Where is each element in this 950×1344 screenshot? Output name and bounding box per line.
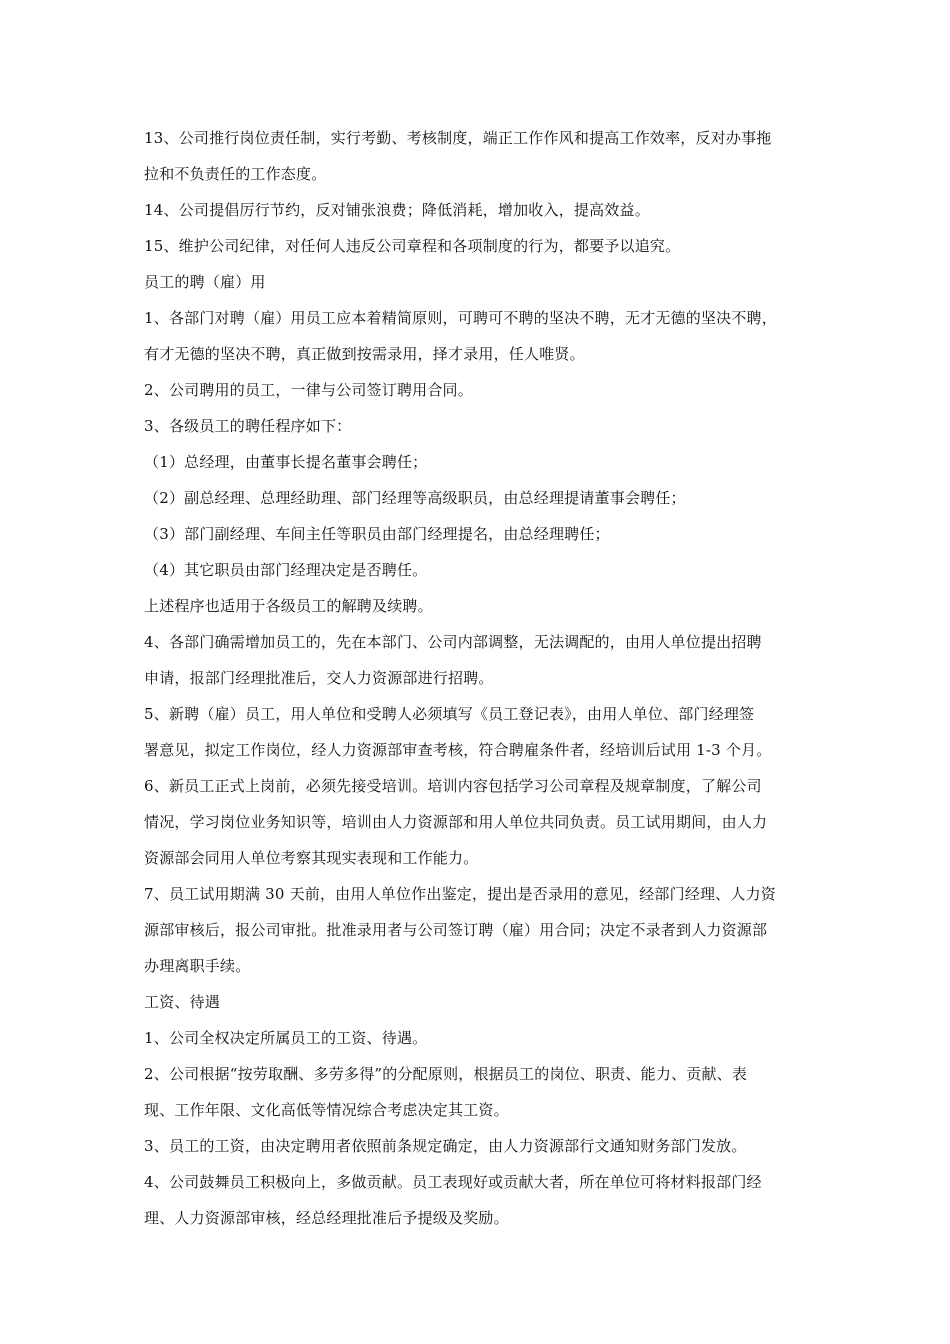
text-line: 6、新员工正式上岗前，必须先接受培训。培训内容包括学习公司章程及规章制度，了解公司: [144, 777, 762, 795]
text-line: 源部审核后，报公司审批。批准录用者与公司签订聘（雇）用合同；决定不录者到人力资源部: [144, 921, 768, 939]
text-line: 4、公司鼓舞员工积极向上，多做贡献。员工表现好或贡献大者，所在单位可将材料报部门经: [144, 1173, 762, 1191]
text-line: 申请，报部门经理批准后，交人力资源部进行招聘。: [144, 669, 494, 687]
text-line: 4、各部门确需增加员工的，先在本部门、公司内部调整，无法调配的，由用人单位提出招聘: [144, 633, 762, 651]
text-line: 署意见，拟定工作岗位，经人力资源部审查考核，符合聘雇条件者，经培训后试用 1-3 个月。: [144, 741, 772, 759]
text-line: 1、公司全权决定所属员工的工资、待遇。: [144, 1029, 428, 1047]
text-line: 资源部会同用人单位考察其现实表现和工作能力。: [144, 849, 479, 867]
text-line: 情况，学习岗位业务知识等，培训由人力资源部和用人单位共同负责。员工试用期间，由人力: [144, 813, 768, 831]
text-line: （3）部门副经理、车间主任等职员由部门经理提名，由总经理聘任；: [144, 525, 610, 543]
text-line: 13、公司推行岗位责任制，实行考勤、考核制度，端正工作作风和提高工作效率，反对办事拖: [144, 129, 772, 147]
document-body: [144, 120, 834, 1236]
text-line: 14、公司提倡厉行节约，反对铺张浪费；降低消耗，增加收入，提高效益。: [144, 201, 650, 219]
text-line: （1）总经理，由董事长提名董事会聘任；: [144, 453, 428, 471]
text-line: 3、员工的工资，由决定聘用者依照前条规定确定，由人力资源部行文通知财务部门发放。: [144, 1137, 747, 1155]
text-line: （4）其它职员由部门经理决定是否聘任。: [144, 561, 428, 579]
text-line: 5、新聘（雇）员工，用人单位和受聘人必须填写《员工登记表》，由用人单位、部门经理签: [144, 705, 755, 723]
text-line: 理、人力资源部审核，经总经理批准后予提级及奖励。: [144, 1209, 509, 1227]
section-heading-hiring: 员工的聘（雇）用: [144, 273, 266, 291]
text-line: 7、员工试用期满 30 天前，由用人单位作出鉴定，提出是否录用的意见，经部门经理、人力资: [144, 885, 776, 903]
text-line: 现、工作年限、文化高低等情况综合考虑决定其工资。: [144, 1101, 509, 1119]
text-line: 拉和不负责任的工作态度。: [144, 165, 327, 183]
text-line: 15、维护公司纪律，对任何人违反公司章程和各项制度的行为，都要予以追究。: [144, 237, 681, 255]
text-line: 1、各部门对聘（雇）用员工应本着精简原则，可聘可不聘的坚决不聘，无才无德的坚决不聘，: [144, 309, 777, 327]
text-line: 3、各级员工的聘任程序如下：: [144, 417, 352, 435]
text-line: （2）副总经理、总理经助理、部门经理等高级职员，由总经理提请董事会聘任；: [144, 489, 686, 507]
text-line: 2、公司聘用的员工，一律与公司签订聘用合同。: [144, 381, 473, 399]
text-line: 有才无德的坚决不聘，真正做到按需录用，择才录用，任人唯贤。: [144, 345, 585, 363]
section-heading-salary: 工资、待遇: [144, 993, 221, 1011]
text-line: 办理离职手续。: [144, 957, 251, 975]
text-line: 2、公司根据“按劳取酬、多劳多得”的分配原则，根据员工的岗位、职责、能力、贡献、表: [144, 1065, 748, 1083]
text-line: 上述程序也适用于各级员工的解聘及续聘。: [144, 597, 433, 615]
